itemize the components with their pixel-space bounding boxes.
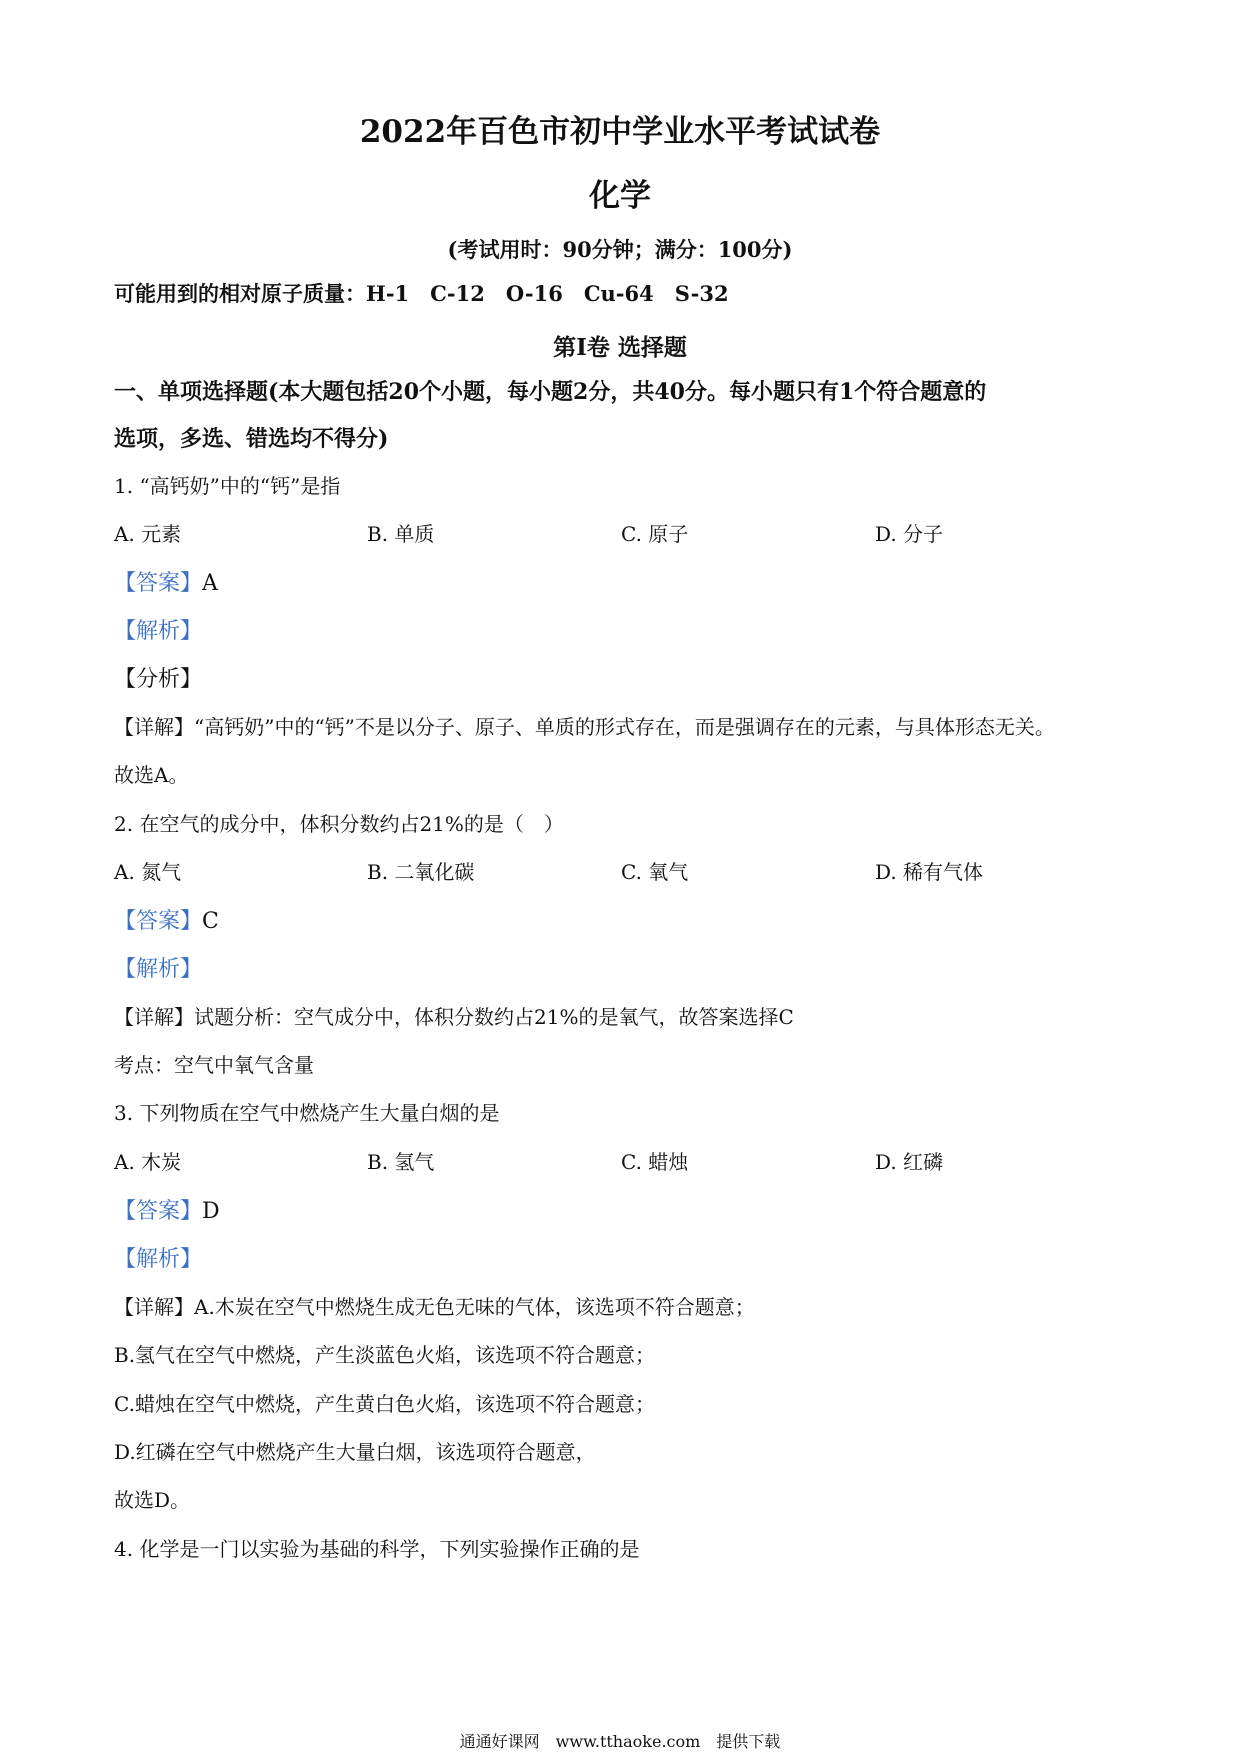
question-3-option-d: D. 红磷 xyxy=(875,1150,944,1174)
question-4-stem: 4. 化学是一门以实验为基础的科学，下列实验操作正确的是 xyxy=(114,1537,640,1561)
detail-label: 【详解】 xyxy=(114,1295,194,1319)
section-title: 第Ⅰ卷 选择题 xyxy=(553,334,687,361)
question-1-answer xyxy=(114,566,218,597)
question-1-analysis-label: 【解析】 xyxy=(114,619,203,644)
question-1-stem: 1. “高钙奶”中的“钙”是指 xyxy=(114,474,341,498)
question-3-analysis-label: 【解析】 xyxy=(114,1247,203,1272)
question-2-analysis-label: 【解析】 xyxy=(114,957,203,982)
question-1-option-c: C. 原子 xyxy=(621,522,689,546)
question-3-stem: 3. 下列物质在空气中燃烧产生大量白烟的是 xyxy=(114,1101,500,1125)
detail-text: 试题分析：空气成分中，体积分数约占21%的是氧气，故答案选择C xyxy=(194,1005,794,1029)
question-2-kaodian: 考点：空气中氧气含量 xyxy=(114,1053,314,1077)
question-1-detail xyxy=(114,711,1055,740)
answer-label: 【答案】 xyxy=(114,1199,203,1224)
question-3-detail-d: D.红磷在空气中燃烧产生大量白烟，该选项符合题意， xyxy=(114,1440,596,1464)
question-3-conclusion: 故选D。 xyxy=(114,1488,191,1512)
question-2-option-d: D. 稀有气体 xyxy=(875,860,984,884)
subject-title: 化学 xyxy=(589,178,651,214)
question-1-conclusion: 故选A。 xyxy=(114,763,189,787)
question-1-fenxi-label: 【分析】 xyxy=(114,667,203,692)
question-2-detail xyxy=(114,1001,794,1030)
question-3-answer xyxy=(114,1194,220,1225)
footer-watermark: 通通好课网 www.tthaoke.com 提供下载 xyxy=(459,1732,781,1751)
question-2-stem: 2. 在空气的成分中，体积分数约占21%的是（ ） xyxy=(114,812,564,836)
answer-label: 【答案】 xyxy=(114,909,203,934)
detail-label: 【详解】 xyxy=(114,1005,194,1029)
answer-label: 【答案】 xyxy=(114,571,203,596)
question-1-option-d: D. 分子 xyxy=(875,522,944,546)
question-3-detail-c: C.蜡烛在空气中燃烧，产生黄白色火焰，该选项不符合题意； xyxy=(114,1392,655,1416)
answer-value: C xyxy=(202,909,219,934)
detail-label: 【详解】 xyxy=(114,715,194,739)
question-3-option-c: C. 蜡烛 xyxy=(621,1150,689,1174)
question-2-option-a: A. 氮气 xyxy=(114,860,182,884)
question-3-option-b: B. 氢气 xyxy=(367,1150,435,1174)
question-2-option-b: B. 二氧化碳 xyxy=(367,860,475,884)
question-1-option-b: B. 单质 xyxy=(367,522,435,546)
exam-title: 2022年百色市初中学业水平考试试卷 xyxy=(359,114,881,150)
answer-value: D xyxy=(202,1199,220,1224)
question-3-detail-b: B.氢气在空气中燃烧，产生淡蓝色火焰，该选项不符合题意； xyxy=(114,1343,656,1367)
part-heading-line1: 一、单项选择题(本大题包括20个小题，每小题2分，共40分。每小题只有1个符合题意的 xyxy=(114,379,987,405)
detail-text: “高钙奶”中的“钙”不是以分子、原子、单质的形式存在，而是强调存在的元素，与具体形态无关。 xyxy=(194,715,1055,739)
question-1-option-a: A. 元素 xyxy=(114,522,182,546)
question-2-option-c: C. 氧气 xyxy=(621,860,689,884)
question-3-option-a: A. 木炭 xyxy=(114,1150,182,1174)
question-2-answer xyxy=(114,904,219,935)
answer-value: A xyxy=(202,571,218,596)
part-heading-line2: 选项，多选、错选均不得分) xyxy=(114,426,389,452)
detail-text: A.木炭在空气中燃烧生成无色无味的气体，该选项不符合题意； xyxy=(194,1295,755,1319)
atomic-masses: 可能用到的相对原子质量：H-1 C-12 O-16 Cu-64 S-32 xyxy=(114,281,729,306)
exam-info: (考试用时：90分钟；满分：100分) xyxy=(447,237,793,262)
question-3-detail-a xyxy=(114,1291,755,1320)
